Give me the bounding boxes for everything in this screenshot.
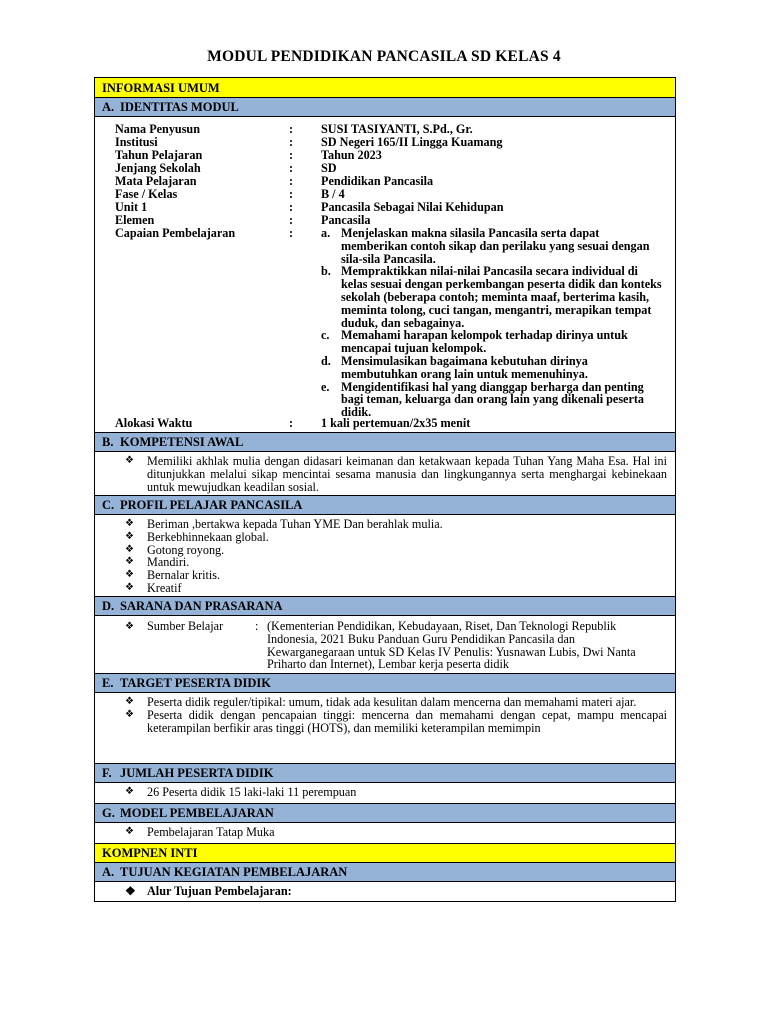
alokasi-colon: :	[289, 416, 294, 430]
capaian-item	[321, 355, 666, 381]
identity-value: Pendidikan Pancasila	[321, 174, 434, 188]
sumber-belajar-label: Sumber Belajar	[147, 619, 224, 633]
diamond-bullet-icon: ❖	[125, 621, 134, 632]
list-item	[95, 709, 675, 735]
list-item-text: Pembelajaran Tatap Muka	[147, 825, 275, 839]
alokasi-value: 1 kali pertemuan/2x35 menit	[321, 416, 471, 430]
sumber-belajar-colon: :	[255, 619, 259, 633]
kompetensi-text: Memiliki akhlak mulia dengan didasari keimanan dan ketakwaan kepada Tuhan Yang Maha Esa. Hal ini ditunjukkan melalui sikap mencintai sesama manusia dan lingkungannya serta menghargai kebinekaan untuk mewujudkan keadilan sosial.	[147, 454, 667, 494]
capaian-marker: e.	[321, 379, 330, 394]
diamond-bullet-icon: ❖	[125, 826, 134, 837]
capaian-marker: d.	[321, 353, 331, 368]
tujuan-kegiatan-header	[95, 863, 675, 882]
tujuan-kegiatan-content	[95, 882, 675, 902]
identity-label: Nama Penyusun	[115, 122, 200, 136]
section-letter: E.	[102, 676, 114, 690]
section-letter: B.	[102, 435, 114, 449]
module-table	[94, 77, 676, 902]
target-peserta-content	[95, 693, 675, 764]
capaian-marker: a.	[321, 226, 331, 240]
diamond-bullet-icon: ❖	[125, 518, 134, 529]
list-item	[95, 582, 675, 595]
diamond-bullet-icon: ❖	[125, 786, 134, 797]
list-item-text: Beriman ,bertakwa kepada Tuhan YME Dan berahlak mulia.	[147, 517, 443, 531]
section-letter: C.	[102, 498, 115, 512]
identitas-modul-header	[95, 98, 675, 117]
profil-pelajar-header	[95, 496, 675, 515]
list-item-text: Bernalar kritis.	[147, 568, 221, 583]
diamond-bullet-icon: ❖	[125, 530, 134, 542]
diamond-bullet-icon: ❖	[125, 708, 134, 720]
diamond-bullet-icon: ❖	[125, 569, 134, 581]
diamond-bullet-icon: ❖	[125, 556, 134, 568]
model-pembelajaran-header	[95, 804, 675, 823]
identity-colon: :	[289, 122, 294, 136]
list-item-text: Kreatif	[147, 580, 182, 595]
diamond-bullet-icon: ❖	[125, 543, 134, 555]
identity-value: Pancasila	[321, 213, 371, 227]
list-item	[95, 455, 675, 493]
document-title: MODUL PENDIDIKAN PANCASILA SD KELAS 4	[207, 48, 561, 65]
profil-pelajar-content	[95, 515, 675, 597]
capaian-item	[321, 329, 666, 355]
identity-value: B / 4	[321, 187, 345, 201]
section-label: IDENTITAS MODUL	[120, 100, 239, 114]
identity-colon: :	[289, 174, 294, 188]
list-item-text: Mandiri.	[147, 555, 190, 570]
sumber-belajar-value: (Kementerian Pendidikan, Kebudayaan, Riset, Dan Teknologi Republik Indonesia, 2021 Buku Panduan Guru Pendidikan Pancasila dan Kewarganegaraan untuk SD Kelas IV Penulis: Yusnawan Lubis, Dwi Nanta Priharto dan Internet), Lembar kerja peserta didik	[267, 619, 636, 672]
capaian-item	[321, 265, 666, 329]
sarana-prasarana-content	[95, 616, 675, 674]
diamond-bullet-icon: ❖	[125, 581, 134, 593]
identity-colon: :	[289, 187, 294, 201]
identity-value: SD Negeri 165/II Lingga Kuamang	[321, 135, 503, 149]
list-item-text: 26 Peserta didik 15 laki-laki 11 perempuan	[147, 785, 357, 799]
identitas-modul-content	[95, 117, 675, 433]
section-label: TUJUAN KEGIATAN PEMBELAJARAN	[120, 865, 348, 879]
list-item-text: Peserta didik dengan pencapaian tinggi: mencerna dan memahami dengan cepat, mampu mencapai keterampilan berfikir aras tinggi (HOTS), dan memiliki keterampilan memimpin	[147, 707, 667, 735]
capaian-marker: c.	[321, 328, 330, 343]
identity-colon: :	[289, 200, 294, 214]
jumlah-peserta-content	[95, 783, 675, 804]
kompetensi-awal-content	[95, 452, 675, 496]
diamond-bullet-icon: ❖	[125, 884, 136, 898]
identity-value: SUSI TASIYANTI, S.Pd., Gr.	[321, 122, 473, 136]
identity-colon: :	[289, 135, 294, 149]
sarana-prasarana-header	[95, 597, 675, 616]
identity-label: Elemen	[115, 213, 155, 227]
capaian-text: Mempraktikkan nilai-nilai Pancasila secara individual di kelas sesuai dengan perkembangan peserta didik dan konteks sekolah (beberapa contoh; meminta maaf, berterima kasih, meminta tolong, cuci tangan, mengantri, merapikan tempat duduk, dan sebagainya.	[341, 264, 662, 330]
capaian-item	[321, 227, 666, 265]
list-item	[95, 786, 675, 799]
list-item-text: Peserta didik reguler/tipikal: umum, tidak ada kesulitan dalam mencerna dan memahami materi ajar.	[147, 695, 637, 709]
section-letter: G.	[102, 806, 115, 820]
list-item-text: Gotong royong.	[147, 542, 225, 557]
capaian-text: Mengidentifikasi hal yang dianggap berharga dan penting bagi teman, keluarga dan orang lain yang dikenali peserta didik.	[341, 379, 645, 420]
identity-label: Tahun Pelajaran	[115, 148, 203, 162]
identity-label: Institusi	[115, 135, 158, 149]
diamond-bullet-icon: ❖	[125, 696, 134, 707]
identity-label: Mata Pelajaran	[115, 174, 197, 188]
list-item-text: Berkebhinnekaan global.	[147, 529, 269, 544]
section-label: JUMLAH PESERTA DIDIK	[120, 766, 274, 780]
diamond-bullet-icon: ❖	[125, 455, 134, 466]
identity-label: Unit 1	[115, 200, 148, 214]
list-item-text: Alur Tujuan Pembelajaran:	[147, 884, 292, 898]
list-item	[95, 569, 675, 582]
section-label: KOMPETENSI AWAL	[120, 435, 244, 449]
jumlah-peserta-header	[95, 764, 675, 783]
section-label: PROFIL PELAJAR PANCASILA	[120, 498, 303, 512]
kompetensi-awal-header	[95, 433, 675, 452]
capaian-label: Capaian Pembelajaran	[115, 226, 236, 240]
capaian-list	[321, 227, 666, 419]
list-item	[95, 885, 675, 898]
alokasi-label: Alokasi Waktu	[115, 416, 193, 430]
capaian-colon: :	[289, 226, 294, 240]
section-letter: D.	[102, 599, 115, 613]
section-letter: A.	[102, 100, 115, 114]
list-item	[95, 826, 675, 839]
identity-label: Jenjang Sekolah	[115, 161, 201, 175]
identity-colon: :	[289, 148, 294, 162]
informasi-umum-header: INFORMASI UMUM	[95, 78, 675, 98]
section-label: MODEL PEMBELAJARAN	[120, 806, 274, 820]
identity-value: Pancasila Sebagai Nilai Kehidupan	[321, 200, 504, 214]
identity-value: Tahun 2023	[321, 148, 382, 162]
identity-colon: :	[289, 161, 294, 175]
target-peserta-header	[95, 674, 675, 693]
section-letter: A.	[102, 865, 115, 879]
capaian-text: Mensimulasikan bagaimana kebutuhan dirinya membutuhkan orang lain untuk memenuhinya.	[341, 353, 588, 381]
capaian-text: Menjelaskan makna silasila Pancasila serta dapat memberikan contoh sikap dan perilaku yang sesuai dengan sila-sila Pancasila.	[341, 226, 650, 266]
section-label: TARGET PESERTA DIDIK	[120, 676, 271, 690]
section-letter: F.	[102, 766, 112, 780]
identity-label: Fase / Kelas	[115, 187, 178, 201]
capaian-text: Memahami harapan kelompok terhadap dirinya untuk mencapai tujuan kelompok.	[341, 328, 628, 356]
identity-colon: :	[289, 213, 294, 227]
section-label: SARANA DAN PRASARANA	[120, 599, 283, 613]
capaian-marker: b.	[321, 264, 331, 279]
model-pembelajaran-content	[95, 823, 675, 844]
capaian-item	[321, 381, 666, 419]
komponen-inti-header: KOMPNEN INTI	[95, 844, 675, 863]
identity-value: SD	[321, 161, 337, 175]
